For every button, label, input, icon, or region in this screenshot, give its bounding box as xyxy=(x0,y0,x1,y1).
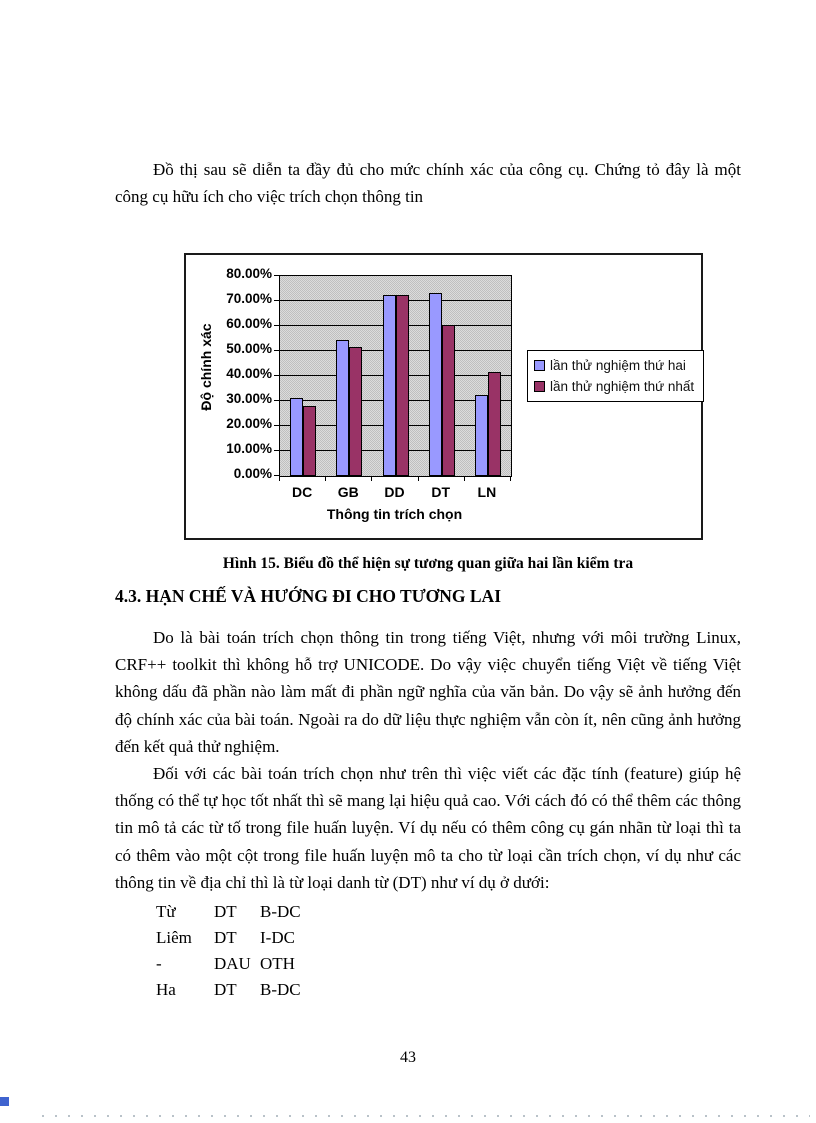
token-cell: Từ xyxy=(156,902,176,921)
intro-paragraph: Đồ thị sau sẽ diễn ta đầy đủ cho mức chính xác của công cụ. Chứng tỏ đây là một công cụ hữu ích cho việc trích chọn thông tin xyxy=(115,160,741,207)
bar-LN-lần thử nghiệm thứ hai xyxy=(475,395,488,476)
y-tick-label: 30.00% xyxy=(226,391,272,406)
table-row xyxy=(156,977,340,1003)
y-tick-label: 10.00% xyxy=(226,441,272,456)
figure-chart xyxy=(184,253,703,540)
y-tick-label: 50.00% xyxy=(226,341,272,356)
label-cell: B-DC xyxy=(260,980,301,999)
x-tick-mark xyxy=(464,476,465,481)
y-tick-label: 40.00% xyxy=(226,366,272,381)
legend-label: lần thử nghiệm thứ hai xyxy=(550,358,686,373)
y-tick-mark xyxy=(274,450,279,451)
table-row xyxy=(156,951,340,977)
y-tick-mark xyxy=(274,300,279,301)
bar-DT-lần thử nghiệm thứ hai xyxy=(429,293,442,476)
legend-item xyxy=(534,376,698,397)
bar-GB-lần thử nghiệm thứ nhất xyxy=(349,347,362,476)
y-tick-label: 70.00% xyxy=(226,291,272,306)
y-tick-label: 20.00% xyxy=(226,416,272,431)
bar-LN-lần thử nghiệm thứ nhất xyxy=(488,372,501,476)
x-category-label: DC xyxy=(291,484,313,500)
x-category-label: DD xyxy=(384,484,405,500)
pos-cell: DT xyxy=(214,928,237,947)
bar-DC-lần thử nghiệm thứ hai xyxy=(290,398,303,476)
x-category-label: GB xyxy=(337,484,359,500)
x-category-label: DT xyxy=(431,484,451,500)
x-tick-mark xyxy=(279,476,280,481)
token-cell: Liêm xyxy=(156,928,192,947)
bar-DD-lần thử nghiệm thứ nhất xyxy=(396,295,409,476)
pos-cell: DT xyxy=(214,902,237,921)
y-tick-label: 60.00% xyxy=(226,316,272,331)
bar-DT-lần thử nghiệm thứ nhất xyxy=(442,325,455,476)
chart-legend xyxy=(527,350,704,402)
label-cell: OTH xyxy=(260,954,295,973)
legend-label: lần thử nghiệm thứ nhất xyxy=(550,379,695,394)
x-tick-mark xyxy=(510,476,511,481)
pos-cell: DT xyxy=(214,980,237,999)
y-tick-mark xyxy=(274,325,279,326)
section-paragraph-2: Đối với các bài toán trích chọn như trên thì việc viết các đặc tính (feature) giúp hệ thống có thể tự học tốt nhất thì sẽ mang lại hiệu quả cao. Với cách đó có thể thêm các thông tin mô tả các từ tố trong file huấn luyện. Ví dụ nếu có thêm công cụ gán nhãn từ loại thì ta có thêm vào một cột trong file huấn luyện mô ta cho từ loại cần trích chọn, ví dụ như các thông tin về địa chỉ thì là từ loại danh từ (DT) như ví dụ ở dưới: xyxy=(115,764,741,892)
section-heading: 4.3. HẠN CHẾ VÀ HƯỚNG ĐI CHO TƯƠNG LAI xyxy=(115,586,501,606)
pos-cell: DAU xyxy=(214,954,251,973)
table-row xyxy=(156,925,340,951)
legend-item xyxy=(534,355,698,376)
y-tick-mark xyxy=(274,275,279,276)
legend-swatch-series-1 xyxy=(534,381,545,392)
x-tick-mark xyxy=(418,476,419,481)
x-category-label: LN xyxy=(477,484,497,500)
bar-DC-lần thử nghiệm thứ nhất xyxy=(303,406,316,476)
page-break-dotted-line xyxy=(42,1115,810,1117)
y-tick-mark xyxy=(274,375,279,376)
section-paragraph-1: Do là bài toán trích chọn thông tin trong tiếng Việt, nhưng với môi trường Linux, CRF++ toolkit thì không hỗ trợ UNICODE. Do vậy việc chuyển tiếng Việt về tiếng Việt không dấu đã phần nào làm mất đi phần ngữ nghĩa của văn bản. Do vậy sẽ ảnh hưởng đến độ chính xác của bài toán. Ngoài ra do dữ liệu thực nghiệm vẫn còn ít, nên cũng ảnh hưởng đến kết quả thử nghiệm. xyxy=(115,628,741,756)
bar-GB-lần thử nghiệm thứ hai xyxy=(336,340,349,476)
token-example-table xyxy=(156,899,340,1003)
y-tick-label: 0.00% xyxy=(233,466,272,481)
y-tick-mark xyxy=(274,350,279,351)
x-axis-title: Thông tin trích chọn xyxy=(326,506,463,522)
label-cell: B-DC xyxy=(260,902,301,921)
y-tick-mark xyxy=(274,425,279,426)
table-row xyxy=(156,899,340,925)
legend-swatch-series-2 xyxy=(534,360,545,371)
figure-caption: Hình 15. Biểu đồ thể hiện sự tương quan giữa hai lần kiểm tra xyxy=(222,555,634,572)
label-cell: I-DC xyxy=(260,928,295,947)
y-tick-label: 80.00% xyxy=(226,266,272,281)
y-tick-mark xyxy=(274,400,279,401)
x-tick-mark xyxy=(325,476,326,481)
corner-blue-mark xyxy=(0,1097,9,1106)
y-axis-title: Độ chính xác xyxy=(198,323,214,411)
token-cell: Ha xyxy=(156,980,176,999)
bar-DD-lần thử nghiệm thứ hai xyxy=(383,295,396,476)
plot-area xyxy=(279,275,512,477)
page-number: 43 xyxy=(400,1049,416,1066)
token-cell: - xyxy=(156,954,162,973)
x-tick-mark xyxy=(371,476,372,481)
